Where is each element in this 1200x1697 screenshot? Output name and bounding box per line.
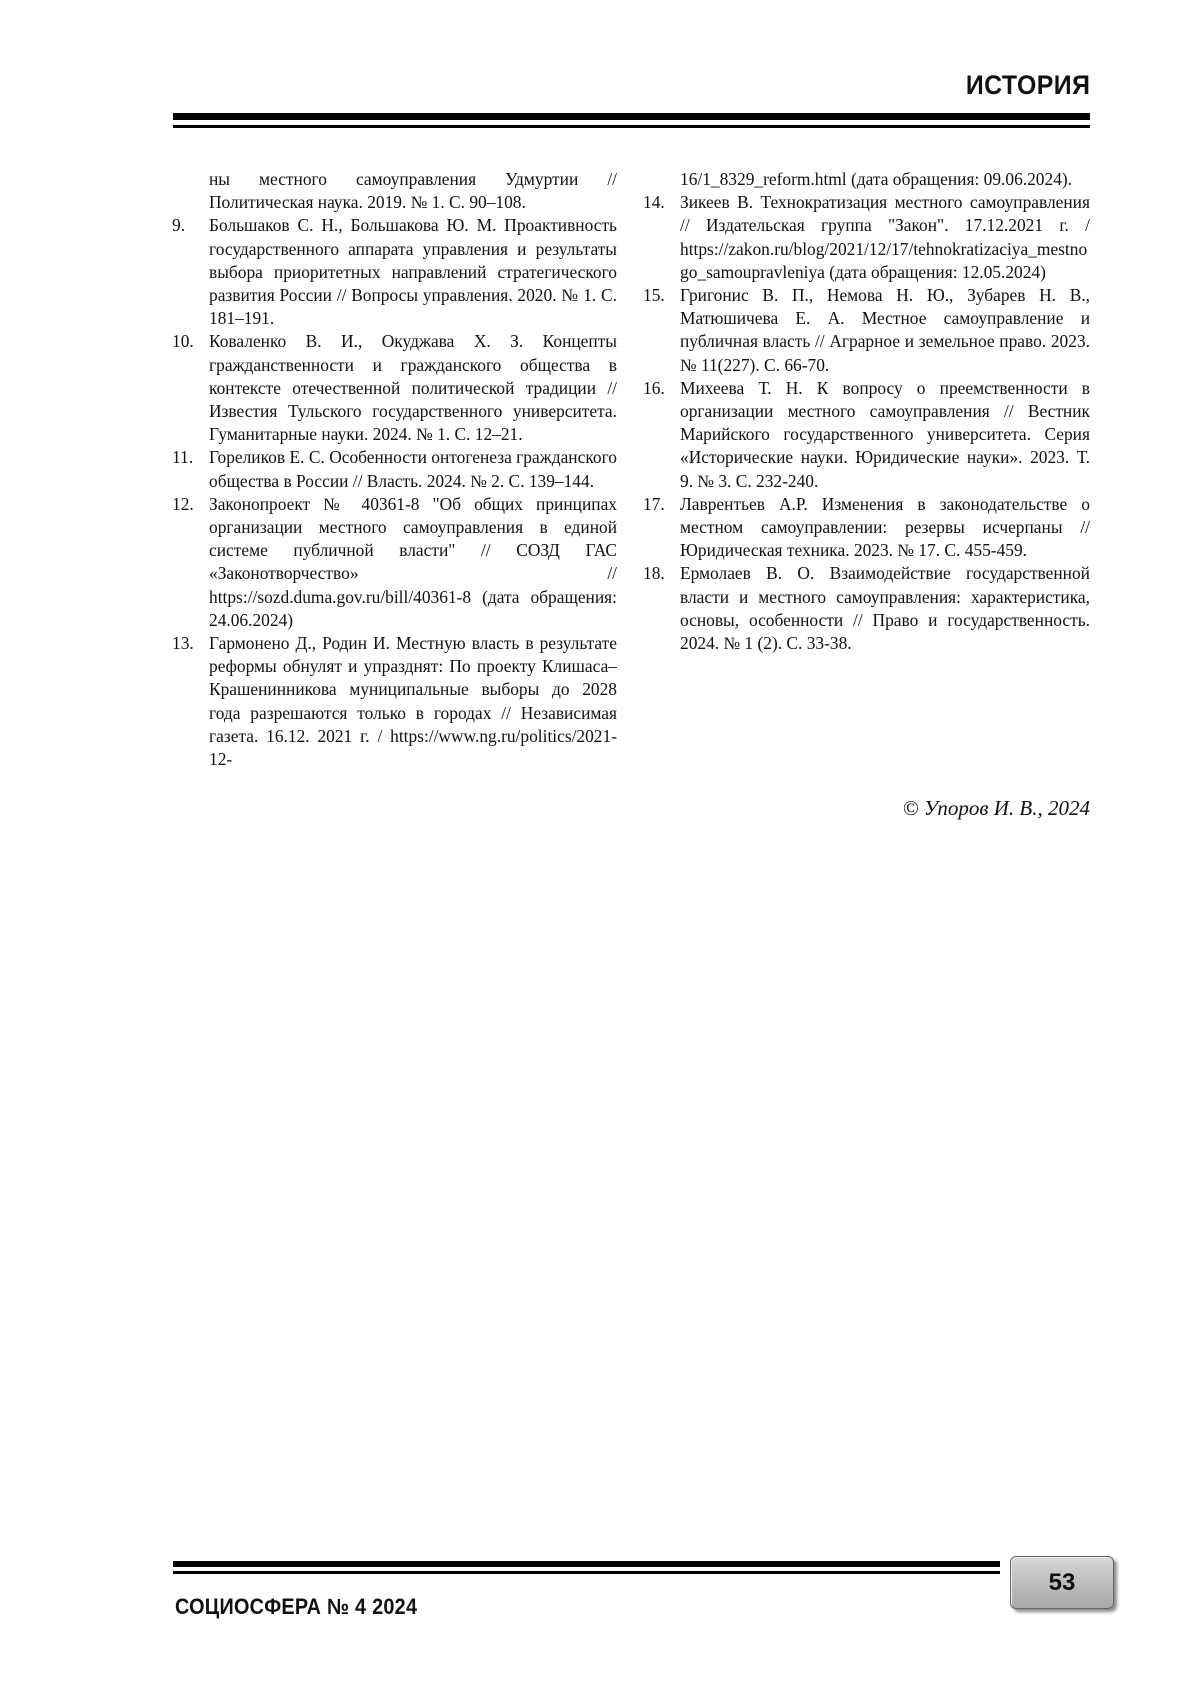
reference-item — [643, 191, 1090, 284]
reference-text: Григонис В. П., Немова Н. Ю., Зубарев Н. В., Матюшичева Е. А. Местное самоуправление и публичная власть // Аграрное и земельное право. 2023. № 11(227). С. 66‑70. — [680, 285, 1090, 375]
reference-text: Михеева Т. Н. К вопросу о преемственности в организации местного самоуправления // Вестник Марийского государственного университета. Серия «Исторические науки. Юридические науки». 2023. Т. 9. № 3. С. 232‑240. — [680, 377, 1090, 491]
reference-text: Законопроект № 40361-8 "Об общих принципах организации местного самоуправления в единой системе публичной власти" // СОЗД ГАС «Законотворчество» // https://sozd.duma.gov.ru/bill/40361-8 (дата обращения: 24.06.2024) — [209, 493, 617, 630]
page-number: 53 — [1048, 1568, 1076, 1596]
reference-text: Ермолаев В. О. Взаимодействие государственной власти и местного самоуправления: характеристика, основы, особенности // Право и государственность. 2024. № 1 (2). С. 33‑38. — [680, 563, 1090, 654]
reference-text: Большаков С. Н., Большакова Ю. М. Проактивность государственного аппарата управления и результаты выбора приоритетных направлений стратегического развития России // Вопросы управления. 2020. № 1. С. 181–191. — [209, 215, 617, 329]
reference-item — [172, 214, 617, 330]
reference-number: 18. — [643, 563, 665, 584]
reference-number: 13. — [172, 633, 194, 654]
reference-item — [643, 493, 1090, 563]
reference-number: 12. — [172, 493, 194, 514]
reference-number: 15. — [643, 285, 665, 306]
footer-rule-thin — [173, 1571, 1000, 1574]
reference-number: 16. — [643, 377, 665, 398]
reference-text: Гореликов Е. С. Особенности онтогенеза гражданского общества в России // Власть. 2024. № 2. С. 139–144. — [209, 447, 617, 491]
reference-number: 9. — [172, 215, 186, 236]
reference-number: 10. — [172, 331, 194, 352]
header-rule-thin — [173, 125, 1090, 128]
references-right-column — [643, 168, 1090, 655]
section-title: ИСТОРИЯ — [965, 70, 1090, 100]
reference-text: Лаврентьев А.Р. Изменения в законодательстве о местном самоуправлении: резервы исчерпаны // Юридическая техника. 2023. № 17. С. 455‑459. — [680, 493, 1090, 561]
reference-item — [172, 632, 617, 771]
reference-item — [172, 446, 617, 492]
reference-text: Коваленко В. И., Окуджава Х. З. Концепты гражданственности и гражданского общества в контексте отечественной политической традиции // Известия Тульского государственного университета. Гуманитарные науки. 2024. № 1. С. 12–21. — [209, 331, 617, 445]
header-rule-thick — [173, 113, 1090, 120]
reference-continuation: ны местного самоуправления Удмуртии // Политическая наука. 2019. № 1. С. 90–108. — [209, 169, 617, 213]
reference-continuation: 16/1_8329_reform.html (дата обращения: 09.06.2024). — [680, 169, 1073, 189]
reference-item — [643, 562, 1090, 655]
footer-rule-thick — [173, 1561, 1000, 1567]
reference-item — [643, 377, 1090, 493]
reference-item — [172, 330, 617, 446]
reference-text: Зикеев В. Технократизация местного самоуправления // Издательская группа "Закон". 17.12.2021 г. / https://zakon.ru/blog/2021/12/17/tehnokratizaciya_mestnogo_samoupravleniya (дата обращения: 12.05.2024) — [680, 192, 1090, 282]
reference-number: 14. — [643, 192, 665, 213]
reference-number: 17. — [643, 493, 665, 514]
reference-item — [643, 284, 1090, 377]
reference-text: Гармонено Д., Родин И. Местную власть в результате реформы обнулят и упразднят: По проекту Клишаса–Крашенинникова муниципальные выборы до 2028 года разрешаются только в городах // Независимая газета. 16.12. 2021 г. / https://www.ng.ru/politics/2021-12- — [209, 633, 617, 770]
copyright-notice: © Упоров И. В., 2024 — [902, 796, 1090, 820]
references-left-column — [172, 168, 617, 771]
reference-item — [172, 493, 617, 632]
journal-title: СОЦИОСФЕРА № 4 2024 — [175, 1594, 418, 1619]
page-number-badge — [1010, 1556, 1114, 1609]
reference-number: 11. — [172, 447, 194, 468]
